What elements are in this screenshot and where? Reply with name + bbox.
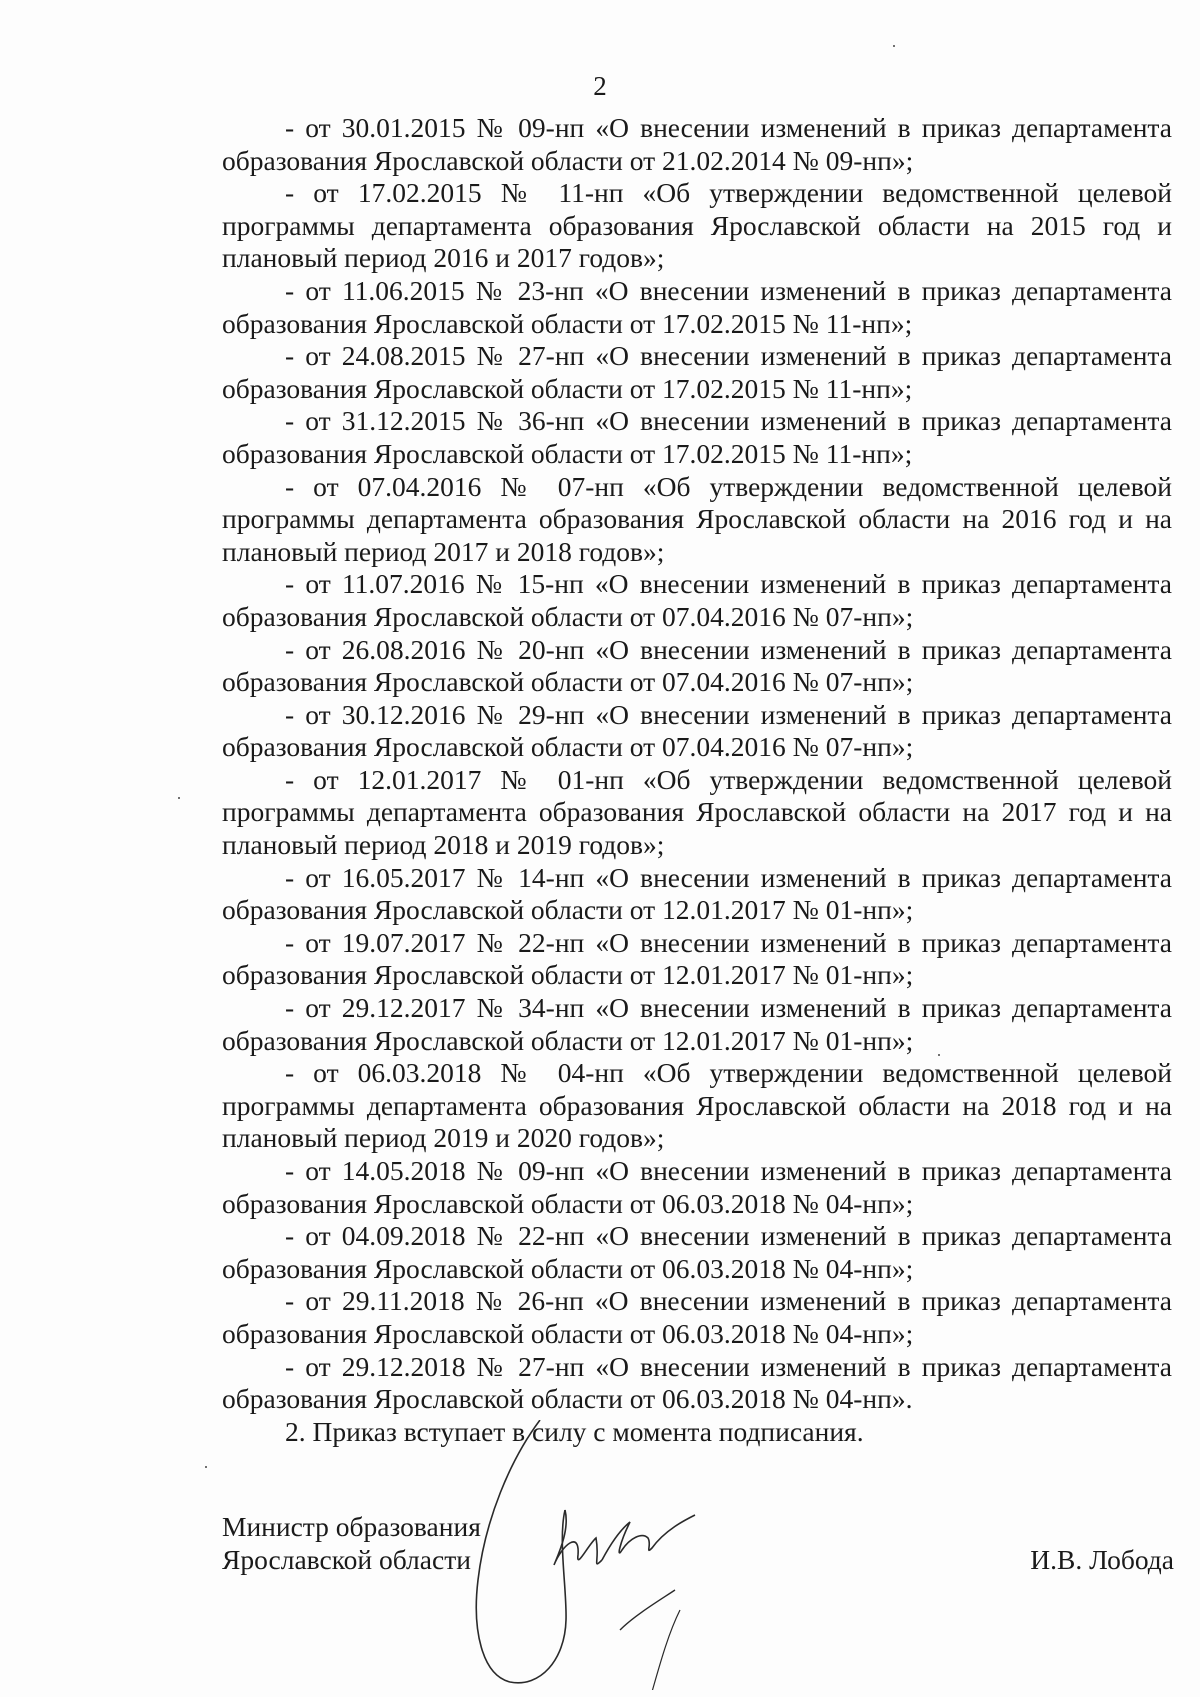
scan-speck bbox=[178, 797, 180, 799]
effective-clause: 2. Приказ вступает в силу с момента подписания. bbox=[285, 1415, 864, 1447]
signatory-title-line1: Министр образования bbox=[222, 1511, 481, 1542]
order-list-item: - от 29.12.2017 № 34-нп «О внесении изменений в приказ департамента образования Ярославской области от 12.01.2017 № 01-нп»; bbox=[222, 992, 1172, 1056]
order-list-item: - от 26.08.2016 № 20-нп «О внесении изменений в приказ департамента образования Ярославской области от 07.04.2016 № 07-нп»; bbox=[222, 633, 1172, 698]
order-list-item: - от 16.05.2017 № 14-нп «О внесении изменений в приказ департамента образования Ярославской области от 12.01.2017 № 01-нп»; bbox=[222, 861, 1172, 926]
order-list-item: - от 30.12.2016 № 29-нп «О внесении изменений в приказ департамента образования Ярославской области от 07.04.2016 № 07-нп»; bbox=[222, 698, 1172, 763]
order-list bbox=[222, 112, 1172, 1416]
page-number: 2 bbox=[593, 71, 607, 101]
order-list-item: - от 11.06.2015 № 23-нп «О внесении изменений в приказ департамента образования Ярославской области от 17.02.2015 № 11-нп»; bbox=[222, 274, 1172, 339]
order-list-item: - от 12.01.2017 № 01-нп «Об утверждении ведомственной целевой программы департамента образования Ярославской области на 2017 год и на плановый период 2018 и 2019 годов»; bbox=[222, 763, 1172, 861]
order-list-item: - от 29.11.2018 № 26-нп «О внесении изменений в приказ департамента образования Ярославской области от 06.03.2018 № 04-нп»; bbox=[222, 1285, 1172, 1349]
order-list-item: - от 14.05.2018 № 09-нп «О внесении изменений в приказ департамента образования Ярославской области от 06.03.2018 № 04-нп»; bbox=[222, 1155, 1172, 1219]
order-list-item: - от 07.04.2016 № 07-нп «Об утверждении ведомственной целевой программы департамента образования Ярославской области на 2016 год и на плановый период 2017 и 2018 годов»; bbox=[222, 470, 1172, 567]
order-list-item: - от 30.01.2015 № 09-нп «О внесении изменений в приказ департамента образования Ярославской области от 21.02.2014 № 09-нп»; bbox=[222, 112, 1172, 176]
order-list-item: - от 31.12.2015 № 36-нп «О внесении изменений в приказ департамента образования Ярославской области от 17.02.2015 № 11-нп»; bbox=[222, 405, 1172, 469]
order-list-item: - от 19.07.2017 № 22-нп «О внесении изменений в приказ департамента образования Ярославской области от 12.01.2017 № 01-нп»; bbox=[222, 926, 1172, 991]
signatory-title-line2: Ярославской области bbox=[222, 1544, 471, 1575]
scan-speck bbox=[893, 45, 895, 47]
order-list-item: - от 11.07.2016 № 15-нп «О внесении изменений в приказ департамента образования Ярославской области от 07.04.2016 № 07-нп»; bbox=[222, 568, 1172, 632]
order-list-item: - от 06.03.2018 № 04-нп «Об утверждении ведомственной целевой программы департамента образования Ярославской области на 2018 год и на плановый период 2019 и 2020 годов»; bbox=[222, 1057, 1172, 1154]
order-list-item: - от 04.09.2018 № 22-нп «О внесении изменений в приказ департамента образования Ярославской области от 06.03.2018 № 04-нп»; bbox=[222, 1220, 1172, 1284]
scan-speck bbox=[205, 1466, 207, 1468]
order-list-item: - от 17.02.2015 № 11-нп «Об утверждении ведомственной целевой программы департамента образования Ярославской области на 2015 год и плановый период 2016 и 2017 годов»; bbox=[222, 177, 1172, 274]
document-body bbox=[222, 112, 1172, 1448]
order-list-item: - от 24.08.2015 № 27-нп «О внесении изменений в приказ департамента образования Ярославской области от 17.02.2015 № 11-нп»; bbox=[222, 340, 1172, 404]
scan-speck bbox=[938, 1054, 940, 1056]
handwritten-signature bbox=[470, 1420, 770, 1690]
signatory-title bbox=[222, 1510, 481, 1576]
order-list-item: - от 29.12.2018 № 27-нп «О внесении изменений в приказ департамента образования Ярославской области от 06.03.2018 № 04-нп». bbox=[222, 1350, 1172, 1415]
signatory-name: И.В. Лобода bbox=[1030, 1544, 1174, 1575]
